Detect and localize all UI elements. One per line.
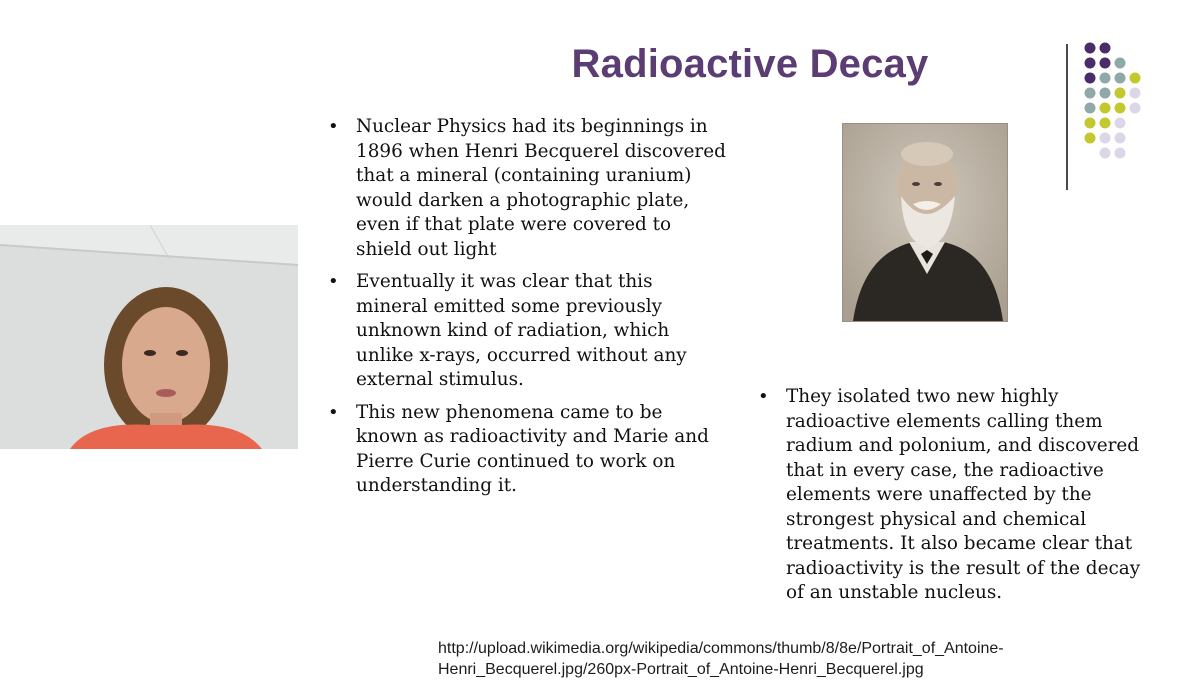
decorative-dot <box>1130 88 1141 99</box>
decorative-dot <box>1100 118 1111 129</box>
decorative-dot <box>1085 118 1096 129</box>
decorative-dot <box>1100 73 1111 84</box>
decorative-dot <box>1115 58 1126 69</box>
right-bullet-list <box>758 385 1158 614</box>
becquerel-portrait-image <box>842 123 1008 322</box>
decorative-dot <box>1115 133 1126 144</box>
webcam-presenter-video <box>0 225 298 449</box>
decorative-dot <box>1100 88 1111 99</box>
bullet-item: • Eventually it was clear that this mineral emitted some previously unknown kind of radiation, which unlike x-rays, occurred without any external stimulus. <box>328 270 728 393</box>
left-bullet-list <box>328 115 728 507</box>
decorative-dot <box>1130 73 1141 84</box>
decorative-dot <box>1100 148 1111 159</box>
decorative-dot <box>1100 133 1111 144</box>
presenter-figure-icon <box>0 225 298 449</box>
decorative-dot <box>1085 43 1096 54</box>
decorative-dot <box>1085 103 1096 114</box>
decorative-dot-grid-icon <box>1082 40 1162 170</box>
decorative-dot <box>1115 118 1126 129</box>
decorative-dot <box>1130 103 1141 114</box>
decorative-dot <box>1100 58 1111 69</box>
decorative-dot <box>1100 43 1111 54</box>
portrait-figure-icon <box>843 124 1007 321</box>
bullet-item: • This new phenomena came to be known as radioactivity and Marie and Pierre Curie continued to work on understanding it. <box>328 401 728 499</box>
decorative-dot <box>1085 73 1096 84</box>
decorative-dot <box>1085 88 1096 99</box>
decorative-dot <box>1100 103 1111 114</box>
decorative-dot <box>1115 88 1126 99</box>
image-credit-url[interactable]: http://upload.wikimedia.org/wikipedia/commons/thumb/8/8e/Portrait_of_Antoine-Henri_Becquerel.jpg/260px-Portrait_of_Antoine-Henri_Becquerel.jpg <box>438 640 1004 678</box>
decorative-dot <box>1085 133 1096 144</box>
slide-title: Radioactive Decay <box>571 42 929 86</box>
decorative-dot <box>1115 73 1126 84</box>
decorative-dot <box>1115 103 1126 114</box>
decorative-dot <box>1115 148 1126 159</box>
bullet-item: • Nuclear Physics had its beginnings in 1896 when Henri Becquerel discovered that a mineral (containing uranium) would darken a photographic plate, even if that plate were covered to shield out light <box>328 115 728 262</box>
bullet-item: • They isolated two new highly radioactive elements calling them radium and polonium, and discovered that in every case, the radioactive elements were unaffected by the strongest physical and chemical treatments. It also became clear that radioactivity is the result of the decay of an unstable nucleus. <box>758 385 1158 606</box>
decorative-divider <box>1066 44 1068 190</box>
decorative-dot <box>1085 58 1096 69</box>
